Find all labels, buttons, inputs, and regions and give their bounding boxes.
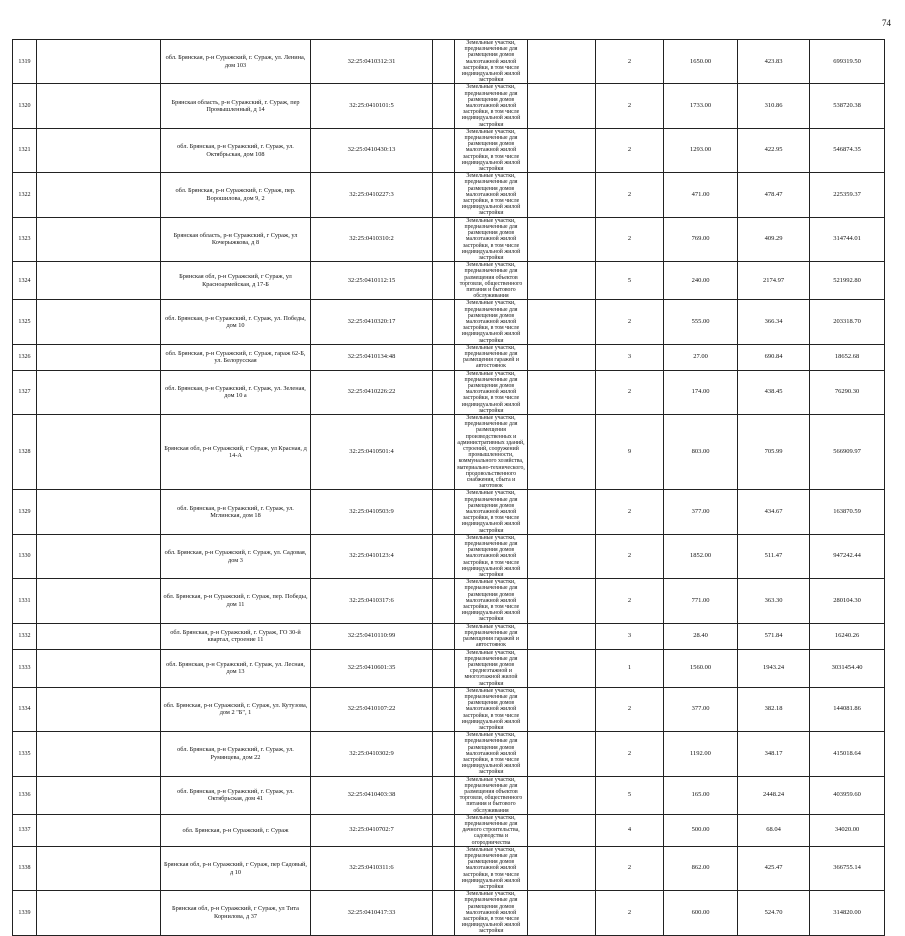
spacer-cell [37,534,161,578]
area-cell: 600.00 [664,891,738,935]
spacer-cell [37,84,161,128]
spacer-cell [433,173,455,217]
group-cell: 1 [596,649,664,687]
spacer-cell [528,173,596,217]
page-number: 74 [882,18,891,28]
cadastral-value-cell: 366755.14 [810,846,885,890]
spacer-cell [433,414,455,489]
address-cell: обл. Брянская, р-н Суражский, г. Сураж, ГО 30-й квартал, строение 11 [161,623,311,649]
table-row [13,173,885,217]
cadastral-number-cell: 32:25:0410430:13 [311,128,433,172]
row-number-cell: 1339 [13,891,37,935]
spacer-cell [433,623,455,649]
land-use-cell: Земельные участки, предназначенные для размещения домов малоэтажной жилой застройки, в том числе индивидуальной жилой застройки [455,40,528,84]
land-use-cell: Земельные участки, предназначенные для размещения домов малоэтажной жилой застройки, в том числе индивидуальной жилой застройки [455,217,528,261]
group-cell: 2 [596,173,664,217]
spacer-cell [528,687,596,731]
spacer-cell [528,490,596,534]
row-number-cell: 1328 [13,414,37,489]
spacer-cell [528,623,596,649]
area-cell: 240.00 [664,262,738,300]
cadastral-number-cell: 32:25:0410601:35 [311,649,433,687]
table-row [13,300,885,344]
cadastral-value-cell: 203318.70 [810,300,885,344]
table-row [13,732,885,776]
area-cell: 1852.00 [664,534,738,578]
address-cell: Брянская обл, р-н Суражский, г Сураж, ул Красноармейская, д 17-Б [161,262,311,300]
cadastral-value-cell: 415018.64 [810,732,885,776]
spacer-cell [37,649,161,687]
group-cell: 2 [596,490,664,534]
cadastral-number-cell: 32:25:0410503:9 [311,490,433,534]
address-cell: обл. Брянская, р-н Суражский, г. Сураж, ул. Октябрьская, дом 108 [161,128,311,172]
row-number-cell: 1327 [13,370,37,414]
row-number-cell: 1338 [13,846,37,890]
table-row [13,370,885,414]
specific-value-cell: 571.84 [738,623,810,649]
spacer-cell [433,891,455,935]
spacer-cell [433,776,455,814]
address-cell: обл. Брянская, р-н Суражский, г. Сураж, ул. Садовая, дом 3 [161,534,311,578]
cadastral-number-cell: 32:25:0410311:6 [311,846,433,890]
spacer-cell [37,344,161,370]
specific-value-cell: 422.95 [738,128,810,172]
table-row [13,490,885,534]
land-use-cell: Земельные участки, предназначенные для размещения домов малоэтажной жилой застройки, в том числе индивидуальной жилой застройки [455,490,528,534]
row-number-cell: 1336 [13,776,37,814]
group-cell: 3 [596,344,664,370]
land-use-cell: Земельные участки, предназначенные для размещения домов малоэтажной жилой застройки, в том числе индивидуальной жилой застройки [455,370,528,414]
address-cell: обл. Брянская, р-н Суражский, г. Сураж, пер. Победы, дом 11 [161,579,311,623]
land-use-cell: Земельные участки, предназначенные для размещения домов малоэтажной жилой застройки, в том числе индивидуальной жилой застройки [455,891,528,935]
address-cell: Брянская область, р-н Суражский, г. Сураж, пер Промышленный, д 14 [161,84,311,128]
group-cell: 2 [596,370,664,414]
cadastral-value-cell: 144081.86 [810,687,885,731]
spacer-cell [37,262,161,300]
cadastral-value-cell: 699319.50 [810,40,885,84]
spacer-cell [433,262,455,300]
area-cell: 377.00 [664,687,738,731]
area-cell: 471.00 [664,173,738,217]
group-cell: 2 [596,84,664,128]
specific-value-cell: 434.67 [738,490,810,534]
row-number-cell: 1322 [13,173,37,217]
group-cell: 2 [596,579,664,623]
spacer-cell [528,262,596,300]
area-cell: 1733.00 [664,84,738,128]
spacer-cell [433,490,455,534]
spacer-cell [37,846,161,890]
area-cell: 377.00 [664,490,738,534]
cadastral-number-cell: 32:25:0410227:3 [311,173,433,217]
spacer-cell [528,370,596,414]
specific-value-cell: 425.47 [738,846,810,890]
cadastral-number-cell: 32:25:0410312:31 [311,40,433,84]
cadastral-number-cell: 32:25:0410123:4 [311,534,433,578]
row-number-cell: 1319 [13,40,37,84]
area-cell: 769.00 [664,217,738,261]
area-cell: 500.00 [664,814,738,846]
specific-value-cell: 2448.24 [738,776,810,814]
specific-value-cell: 1943.24 [738,649,810,687]
spacer-cell [37,370,161,414]
group-cell: 2 [596,687,664,731]
table-row [13,414,885,489]
spacer-cell [433,649,455,687]
table-row [13,40,885,84]
cadastral-number-cell: 32:25:0410320:17 [311,300,433,344]
address-cell: обл. Брянская, р-н Суражский, г. Сураж, ул. Октябрьская, дом 41 [161,776,311,814]
address-cell: обл. Брянская, р-н Суражский, г. Сураж, пер. Ворошилова, дом 9, 2 [161,173,311,217]
specific-value-cell: 2174.97 [738,262,810,300]
land-use-cell: Земельные участки, предназначенные для размещения домов малоэтажной жилой застройки, в том числе индивидуальной жилой застройки [455,84,528,128]
table-row [13,262,885,300]
spacer-cell [528,534,596,578]
land-use-cell: Земельные участки, предназначенные для размещения домов среднеэтажной и многоэтажной жилой застройки [455,649,528,687]
group-cell: 2 [596,732,664,776]
cadastral-value-cell: 76290.30 [810,370,885,414]
specific-value-cell: 382.18 [738,687,810,731]
address-cell: обл. Брянская, р-н Суражский, г. Сураж [161,814,311,846]
table-row [13,623,885,649]
row-number-cell: 1335 [13,732,37,776]
table-row [13,84,885,128]
area-cell: 1192.00 [664,732,738,776]
cadastral-value-cell: 18652.68 [810,344,885,370]
spacer-cell [528,776,596,814]
cadastral-value-table [12,39,885,936]
cadastral-value-cell: 403959.60 [810,776,885,814]
table-row [13,776,885,814]
address-cell: обл. Брянская, р-н Суражский, г. Сураж, ул. Мглинская, дом 18 [161,490,311,534]
spacer-cell [37,490,161,534]
cadastral-value-cell: 225359.37 [810,173,885,217]
group-cell: 2 [596,846,664,890]
specific-value-cell: 690.84 [738,344,810,370]
table-row [13,846,885,890]
row-number-cell: 1329 [13,490,37,534]
area-cell: 803.00 [664,414,738,489]
land-use-cell: Земельные участки, предназначенные для размещения домов малоэтажной жилой застройки, в том числе индивидуальной жилой застройки [455,687,528,731]
specific-value-cell: 363.30 [738,579,810,623]
spacer-cell [37,173,161,217]
address-cell: обл. Брянская, р-н Суражский, г. Сураж, ул. Зеленая, дом 10 а [161,370,311,414]
spacer-cell [433,217,455,261]
cadastral-value-cell: 163870.59 [810,490,885,534]
group-cell: 2 [596,40,664,84]
spacer-cell [37,776,161,814]
row-number-cell: 1321 [13,128,37,172]
address-cell: Брянская обл, р-н Суражский, г Сураж, пер Садовый, д 10 [161,846,311,890]
cadastral-value-cell: 521992.80 [810,262,885,300]
row-number-cell: 1334 [13,687,37,731]
group-cell: 2 [596,534,664,578]
cadastral-value-cell: 280104.30 [810,579,885,623]
table-row [13,687,885,731]
group-cell: 9 [596,414,664,489]
address-cell: Брянская область, р-н Суражский, г Сураж, ул Кочерыжкова, д 8 [161,217,311,261]
cadastral-value-cell: 947242.44 [810,534,885,578]
spacer-cell [528,128,596,172]
area-cell: 1560.00 [664,649,738,687]
spacer-cell [37,579,161,623]
table-row [13,579,885,623]
specific-value-cell: 310.86 [738,84,810,128]
address-cell: обл. Брянская, р-н Суражский, г. Сураж, ул. Лесная, дом 13 [161,649,311,687]
cadastral-value-cell: 314744.01 [810,217,885,261]
specific-value-cell: 366.34 [738,300,810,344]
table-row [13,217,885,261]
row-number-cell: 1333 [13,649,37,687]
cadastral-number-cell: 32:25:0410417:33 [311,891,433,935]
specific-value-cell: 705.99 [738,414,810,489]
cadastral-number-cell: 32:25:0410110:99 [311,623,433,649]
address-cell: Брянская обл, р-н Суражский, г Сураж, ул Красная, д 14-А [161,414,311,489]
spacer-cell [433,40,455,84]
table-row [13,814,885,846]
address-cell: обл. Брянская, р-н Суражский, г. Сураж, ул. Ленина, дом 103 [161,40,311,84]
row-number-cell: 1332 [13,623,37,649]
spacer-cell [528,649,596,687]
land-use-cell: Земельные участки, предназначенные для размещения производственных и административных зданий, строений, сооружений промышленности, коммунального хозяйства, материально-технического, продовольственного снабжения, сбыта и заготовок [455,414,528,489]
address-cell: обл. Брянская, р-н Суражский, г. Сураж, ул. Победы, дом 10 [161,300,311,344]
group-cell: 3 [596,623,664,649]
address-cell: обл. Брянская, р-н Суражский, г. Сураж, ул. Кутузова, дом 2 "Б", 1 [161,687,311,731]
specific-value-cell: 524.70 [738,891,810,935]
spacer-cell [433,84,455,128]
table-row [13,534,885,578]
row-number-cell: 1320 [13,84,37,128]
cadastral-number-cell: 32:25:0410134:48 [311,344,433,370]
land-use-cell: Земельные участки, предназначенные для размещения гаражей и автостоянок [455,623,528,649]
spacer-cell [433,814,455,846]
cadastral-number-cell: 32:25:0410226:22 [311,370,433,414]
area-cell: 1650.00 [664,40,738,84]
specific-value-cell: 423.83 [738,40,810,84]
spacer-cell [37,128,161,172]
group-cell: 2 [596,891,664,935]
table-row [13,891,885,935]
cadastral-number-cell: 32:25:0410101:5 [311,84,433,128]
spacer-cell [433,846,455,890]
spacer-cell [433,732,455,776]
spacer-cell [433,534,455,578]
table-row [13,344,885,370]
spacer-cell [528,579,596,623]
row-number-cell: 1337 [13,814,37,846]
spacer-cell [528,891,596,935]
address-cell: обл. Брянская, р-н Суражский, г. Сураж, ул. Румянцева, дом 22 [161,732,311,776]
spacer-cell [433,687,455,731]
spacer-cell [37,300,161,344]
area-cell: 1293.00 [664,128,738,172]
spacer-cell [37,891,161,935]
area-cell: 165.00 [664,776,738,814]
spacer-cell [528,846,596,890]
spacer-cell [433,370,455,414]
land-use-cell: Земельные участки, предназначенные для размещения гаражей и автостоянок [455,344,528,370]
row-number-cell: 1330 [13,534,37,578]
spacer-cell [37,687,161,731]
specific-value-cell: 511.47 [738,534,810,578]
table-row [13,649,885,687]
cadastral-number-cell: 32:25:0410702:7 [311,814,433,846]
land-use-cell: Земельные участки, предназначенные для размещения объектов торговли, общественного питания и бытового обслуживания [455,262,528,300]
spacer-cell [528,40,596,84]
land-use-cell: Земельные участки, предназначенные для размещения домов малоэтажной жилой застройки, в том числе индивидуальной жилой застройки [455,128,528,172]
spacer-cell [433,128,455,172]
land-use-cell: Земельные участки, предназначенные для размещения домов малоэтажной жилой застройки, в том числе индивидуальной жилой застройки [455,846,528,890]
spacer-cell [37,814,161,846]
land-use-cell: Земельные участки, предназначенные для дачного строительства, садоводства и огородничества [455,814,528,846]
specific-value-cell: 438.45 [738,370,810,414]
cadastral-value-cell: 546874.35 [810,128,885,172]
spacer-cell [37,414,161,489]
row-number-cell: 1325 [13,300,37,344]
specific-value-cell: 478.47 [738,173,810,217]
cadastral-number-cell: 32:25:0410302:9 [311,732,433,776]
spacer-cell [528,300,596,344]
spacer-cell [433,344,455,370]
land-use-cell: Земельные участки, предназначенные для размещения домов малоэтажной жилой застройки, в том числе индивидуальной жилой застройки [455,300,528,344]
cadastral-value-cell: 34020.00 [810,814,885,846]
cadastral-value-cell: 566909.97 [810,414,885,489]
table-row [13,128,885,172]
address-cell: Брянская обл, р-н Суражский, г Сураж, ул Тита Корнилова, д 37 [161,891,311,935]
cadastral-number-cell: 32:25:0410112:15 [311,262,433,300]
group-cell: 4 [596,814,664,846]
area-cell: 27.00 [664,344,738,370]
spacer-cell [433,579,455,623]
cadastral-value-cell: 3031454.40 [810,649,885,687]
cadastral-value-cell: 314820.00 [810,891,885,935]
cadastral-value-cell: 538720.38 [810,84,885,128]
spacer-cell [433,300,455,344]
spacer-cell [37,732,161,776]
spacer-cell [528,344,596,370]
row-number-cell: 1323 [13,217,37,261]
area-cell: 862.00 [664,846,738,890]
spacer-cell [528,414,596,489]
cadastral-number-cell: 32:25:0410310:2 [311,217,433,261]
area-cell: 555.00 [664,300,738,344]
spacer-cell [37,40,161,84]
group-cell: 2 [596,300,664,344]
land-use-cell: Земельные участки, предназначенные для размещения объектов торговли, общественного питания и бытового обслуживания [455,776,528,814]
row-number-cell: 1331 [13,579,37,623]
area-cell: 174.00 [664,370,738,414]
spacer-cell [528,84,596,128]
group-cell: 5 [596,776,664,814]
group-cell: 2 [596,217,664,261]
cadastral-number-cell: 32:25:0410501:4 [311,414,433,489]
specific-value-cell: 68.04 [738,814,810,846]
row-number-cell: 1324 [13,262,37,300]
land-use-cell: Земельные участки, предназначенные для размещения домов малоэтажной жилой застройки, в том числе индивидуальной жилой застройки [455,732,528,776]
group-cell: 5 [596,262,664,300]
land-use-cell: Земельные участки, предназначенные для размещения домов малоэтажной жилой застройки, в том числе индивидуальной жилой застройки [455,579,528,623]
group-cell: 2 [596,128,664,172]
cadastral-number-cell: 32:25:0410107:22 [311,687,433,731]
specific-value-cell: 409.29 [738,217,810,261]
spacer-cell [528,217,596,261]
address-cell: обл. Брянская, р-н Суражский, г. Сураж, гараж 62-Б, ул. Белорусская [161,344,311,370]
area-cell: 771.00 [664,579,738,623]
spacer-cell [528,814,596,846]
cadastral-value-cell: 16240.26 [810,623,885,649]
spacer-cell [37,217,161,261]
cadastral-number-cell: 32:25:0410317:6 [311,579,433,623]
cadastral-number-cell: 32:25:0410403:38 [311,776,433,814]
land-use-cell: Земельные участки, предназначенные для размещения домов малоэтажной жилой застройки, в том числе индивидуальной жилой застройки [455,173,528,217]
land-use-cell: Земельные участки, предназначенные для размещения домов малоэтажной жилой застройки, в том числе индивидуальной жилой застройки [455,534,528,578]
table-body [13,40,885,936]
spacer-cell [528,732,596,776]
spacer-cell [37,623,161,649]
row-number-cell: 1326 [13,344,37,370]
specific-value-cell: 348.17 [738,732,810,776]
area-cell: 28.40 [664,623,738,649]
